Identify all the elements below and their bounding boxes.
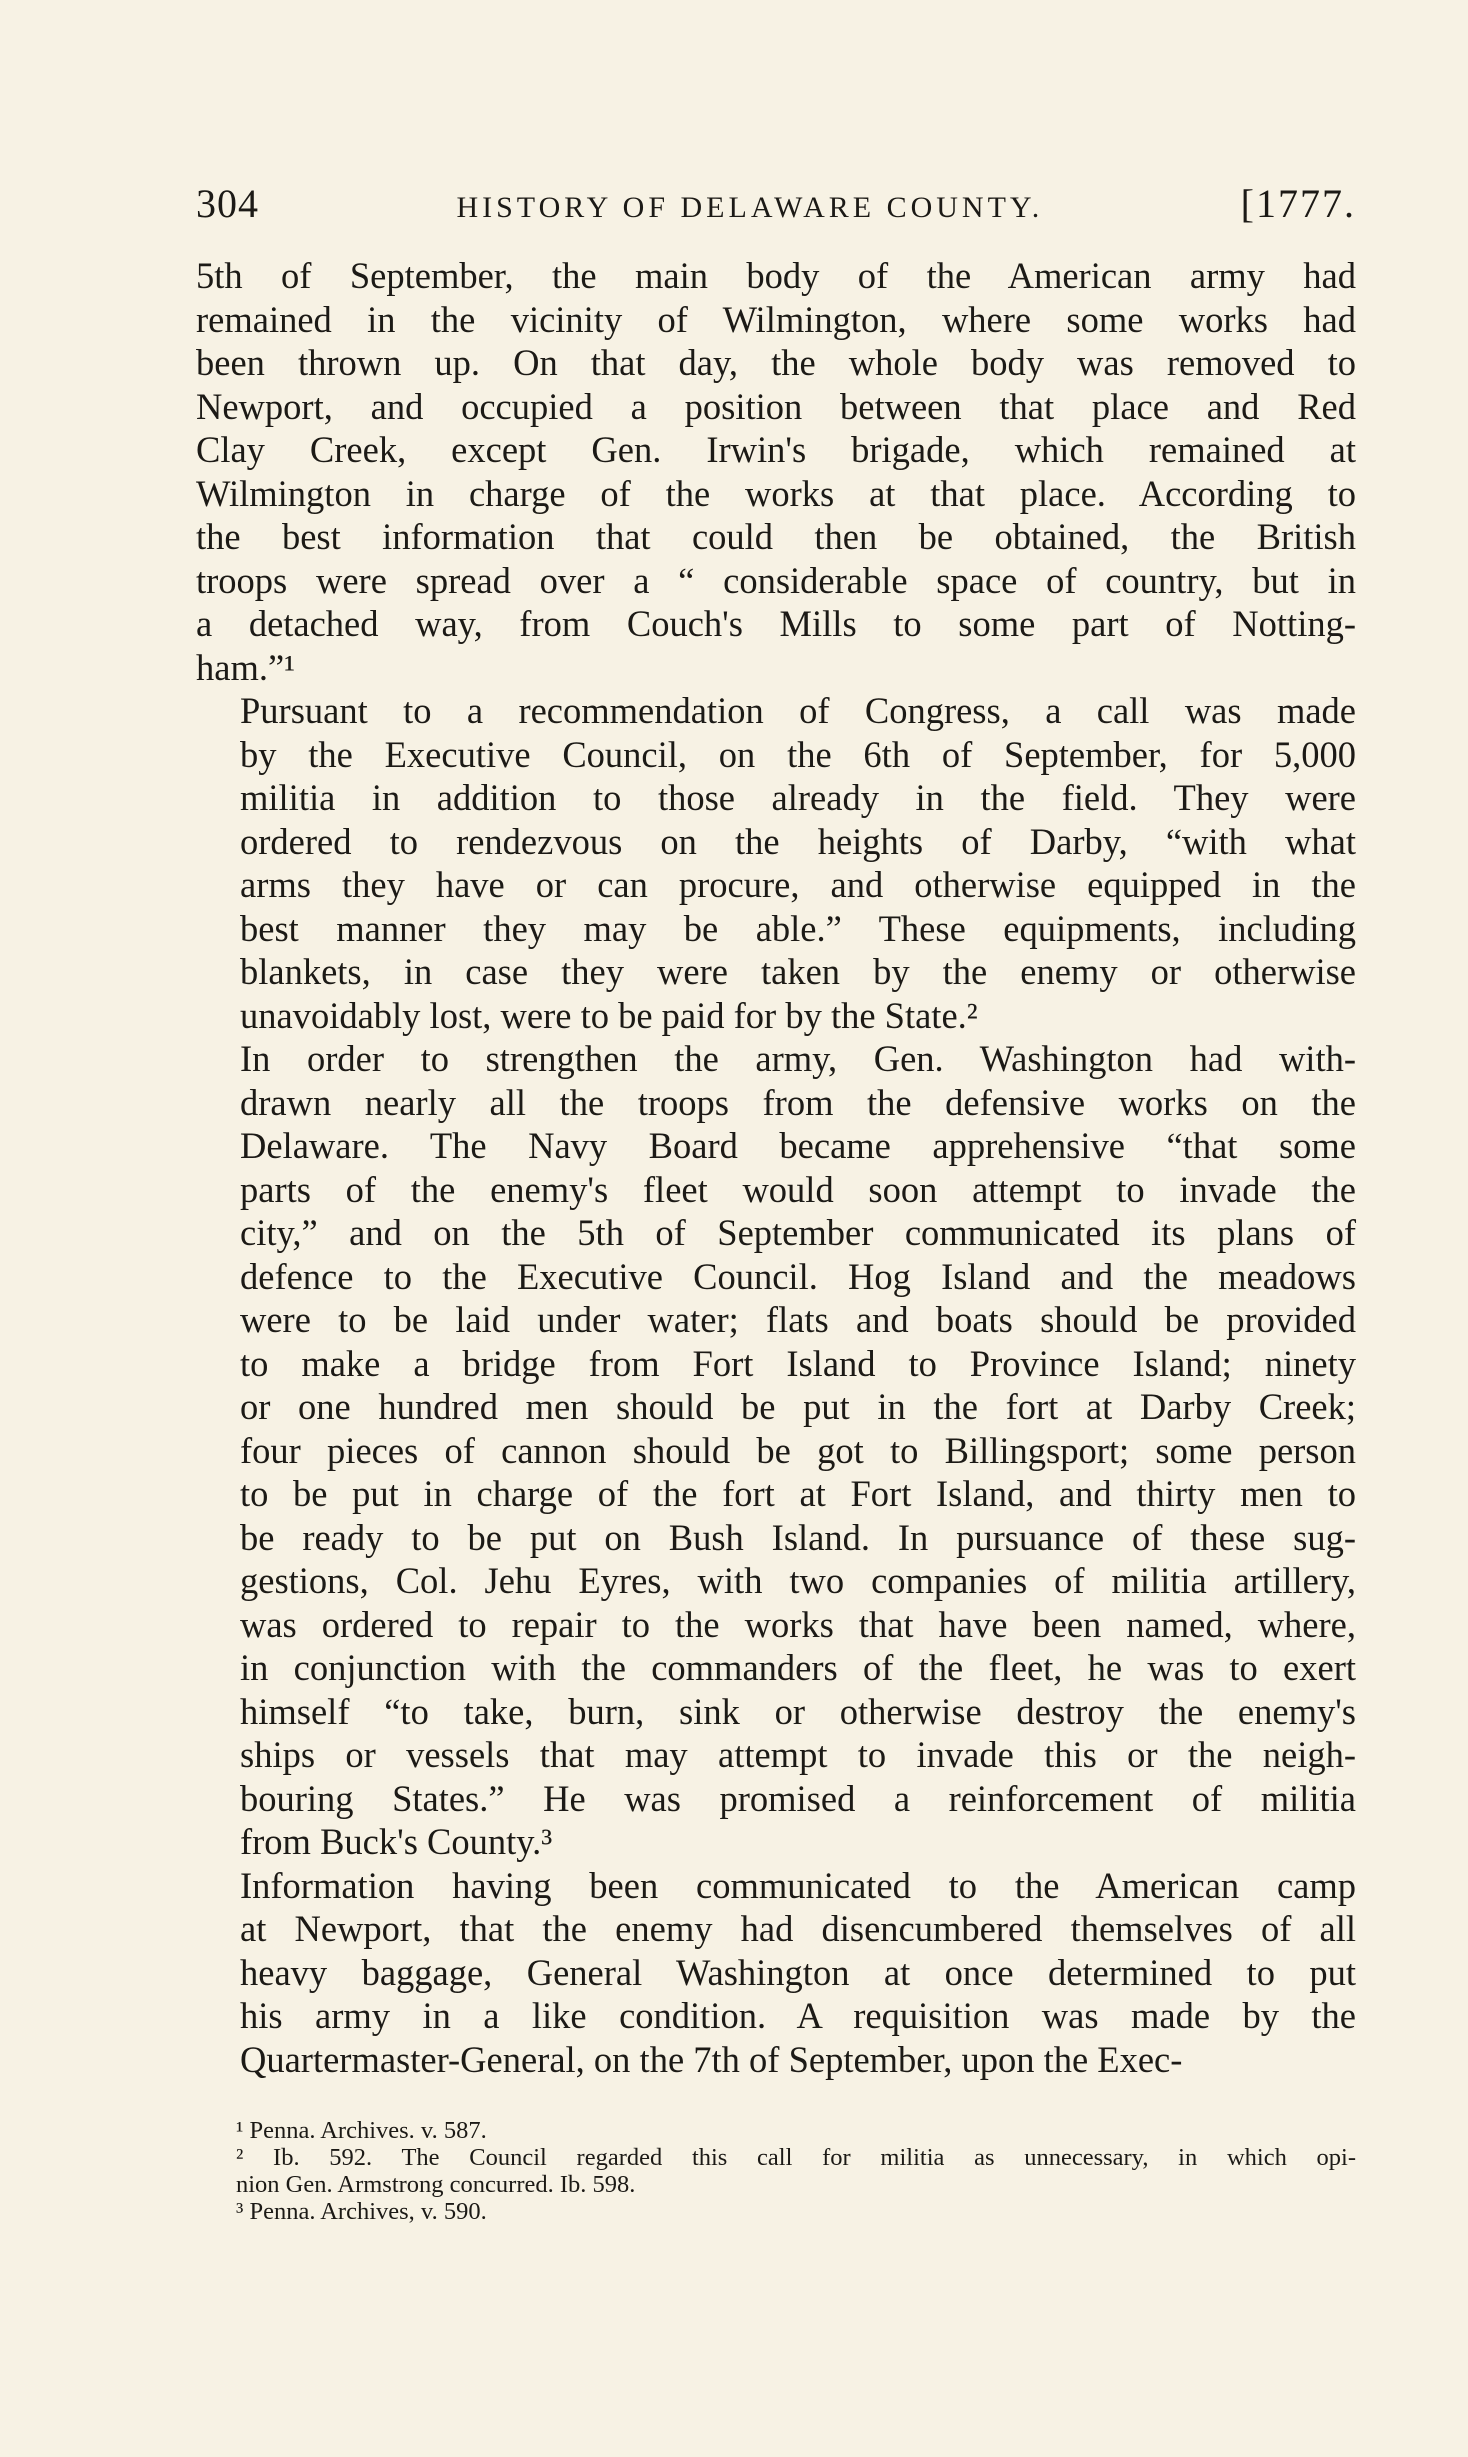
text-line: city,” and on the 5th of September communicated its plans of: [240, 1212, 1356, 1253]
footnote-line: ¹ Penna. Archives. v. 587.: [236, 2117, 487, 2144]
paragraph: [196, 254, 1356, 689]
page-number: 304: [196, 181, 259, 226]
footnote: [196, 2144, 1356, 2198]
body-text: [196, 254, 1356, 2081]
footnote-line: ² Ib. 592. The Council regarded this call for militia as unnecessary, in which opi-: [236, 2144, 1356, 2171]
text-line: ham.”¹: [196, 646, 296, 688]
paragraph: [196, 689, 1356, 1037]
text-line: at Newport, that the enemy had disencumbered themselves of all: [240, 1908, 1356, 1949]
footnote: [196, 2117, 1356, 2144]
text-line: In order to strengthen the army, Gen. Washington had with-: [240, 1038, 1356, 1079]
text-line: or one hundred men should be put in the fort at Darby Creek;: [240, 1386, 1356, 1427]
text-line: heavy baggage, General Washington at once determined to put: [240, 1951, 1356, 1993]
text-line: Newport, and occupied a position between that place and Red: [196, 385, 1356, 427]
footnote-line: ³ Penna. Archives, v. 590.: [236, 2198, 487, 2225]
text-line: the best information that could then be obtained, the British: [196, 516, 1356, 557]
text-line: gestions, Col. Jehu Eyres, with two companies of militia artillery,: [240, 1560, 1356, 1601]
text-line: arms they have or can procure, and otherwise equipped in the: [240, 864, 1356, 905]
text-line: remained in the vicinity of Wilmington, where some works had: [196, 298, 1356, 340]
text-line: defence to the Executive Council. Hog Island and the meadows: [240, 1255, 1356, 1297]
text-line: Clay Creek, except Gen. Irwin's brigade, which remained at: [196, 429, 1356, 470]
text-line: from Buck's County.³: [240, 1821, 553, 1862]
text-line: by the Executive Council, on the 6th of September, for 5,000: [240, 733, 1356, 775]
text-line: parts of the enemy's fleet would soon attempt to invade the: [240, 1168, 1356, 1210]
footnotes: [196, 2117, 1356, 2225]
running-header: [196, 180, 1356, 236]
text-line: Wilmington in charge of the works at that place. According to: [196, 472, 1356, 514]
text-line: Pursuant to a recommendation of Congress, a call was made: [240, 690, 1356, 731]
text-line: Delaware. The Navy Board became apprehensive “that some: [240, 1125, 1356, 1166]
text-line: was ordered to repair to the works that have been named, where,: [240, 1603, 1356, 1645]
text-line: ordered to rendezvous on the heights of Darby, “with what: [240, 820, 1356, 862]
text-line: be ready to be put on Bush Island. In pursuance of these sug-: [240, 1516, 1356, 1558]
text-line: drawn nearly all the troops from the defensive works on the: [240, 1081, 1356, 1123]
text-line: troops were spread over a “ considerable space of country, but in: [196, 559, 1356, 601]
running-date: [1777.: [1240, 181, 1356, 226]
text-line: a detached way, from Couch's Mills to some part of Notting-: [196, 603, 1356, 644]
text-line: bouring States.” He was promised a reinforcement of militia: [240, 1777, 1356, 1819]
text-line: Quartermaster-General, on the 7th of September, upon the Exec-: [240, 2038, 1183, 2080]
text-line: best manner they may be able.” These equipments, including: [240, 907, 1356, 949]
text-line: in conjunction with the commanders of the fleet, he was to exert: [240, 1647, 1356, 1688]
text-line: been thrown up. On that day, the whole body was removed to: [196, 342, 1356, 383]
text-line: ships or vessels that may attempt to invade this or the neigh-: [240, 1734, 1356, 1775]
text-line: to be put in charge of the fort at Fort Island, and thirty men to: [240, 1473, 1356, 1514]
text-line: 5th of September, the main body of the American army had: [196, 255, 1356, 296]
footnote: [196, 2198, 1356, 2225]
footnote-line: nion Gen. Armstrong concurred. Ib. 598.: [236, 2171, 636, 2198]
text-line: unavoidably lost, were to be paid for by the State.²: [240, 994, 978, 1036]
text-line: four pieces of cannon should be got to Billingsport; some person: [240, 1429, 1356, 1471]
text-line: militia in addition to those already in the field. They were: [240, 777, 1356, 818]
book-page: [196, 180, 1356, 2225]
paragraph: [196, 1037, 1356, 1864]
text-line: himself “to take, burn, sink or otherwise destroy the enemy's: [240, 1690, 1356, 1732]
text-line: his army in a like condition. A requisition was made by the: [240, 1995, 1356, 2036]
running-title: HISTORY OF DELAWARE COUNTY.: [456, 191, 1044, 224]
text-line: to make a bridge from Fort Island to Province Island; ninety: [240, 1342, 1356, 1384]
text-line: were to be laid under water; flats and boats should be provided: [240, 1299, 1356, 1340]
text-line: Information having been communicated to the American camp: [240, 1864, 1356, 1906]
paragraph: [196, 1864, 1356, 2082]
text-line: blankets, in case they were taken by the enemy or otherwise: [240, 951, 1356, 992]
